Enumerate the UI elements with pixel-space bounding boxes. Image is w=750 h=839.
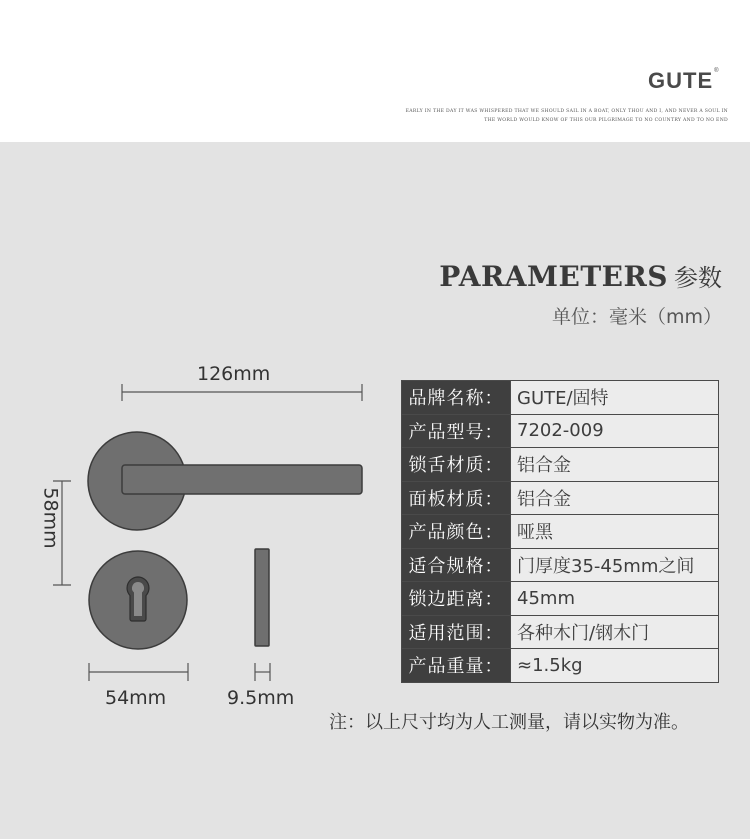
dim-label-thickness: 9.5mm — [227, 687, 295, 709]
spec-key: 面板材质： — [402, 481, 511, 515]
spec-row — [402, 615, 719, 649]
spec-value: 7202-009 — [511, 414, 719, 448]
spec-table — [401, 380, 719, 683]
tagline-line-2: THE WORLD WOULD KNOW OF THIS OUR PILGRIMAGE TO NO COUNTRY AND TO NO END — [484, 118, 728, 123]
spec-row — [402, 548, 719, 582]
dim-line-thickness — [255, 663, 270, 681]
spec-row — [402, 448, 719, 482]
spec-value: 铝合金 — [511, 481, 719, 515]
dim-label-rosette: 54mm — [105, 687, 167, 709]
unit-label: 单位：毫米（mm） — [551, 306, 722, 328]
tagline-line-1: EARLY IN THE DAY IT WAS WHISPERED THAT WE SHOULD SAIL IN A BOAT, ONLY THOU AND I, AND NEVER A SOUL IN — [405, 109, 728, 114]
spec-row — [402, 381, 719, 415]
spec-value: 铝合金 — [511, 448, 719, 482]
spec-value: ≈1.5kg — [511, 649, 719, 683]
title-chinese: 参数 — [674, 264, 722, 292]
dim-label-height: 58mm — [39, 487, 62, 549]
spec-value: 45mm — [511, 582, 719, 616]
dim-line-rosette — [89, 663, 188, 681]
spec-key: 锁舌材质： — [402, 448, 511, 482]
spec-key: 品牌名称： — [402, 381, 511, 415]
side-profile — [255, 549, 269, 646]
title-english: PARAMETERS — [439, 260, 668, 293]
spec-row — [402, 649, 719, 683]
spec-key: 适用范围： — [402, 615, 511, 649]
measurement-note: 注：以上尺寸均为人工测量，请以实物为准。 — [329, 712, 689, 733]
spec-value: 各种木门/钢木门 — [511, 615, 719, 649]
spec-row — [402, 414, 719, 448]
spec-key: 产品颜色： — [402, 515, 511, 549]
spec-key: 产品重量： — [402, 649, 511, 683]
dim-label-length: 126mm — [197, 363, 271, 385]
spec-row — [402, 481, 719, 515]
spec-value: 门厚度35-45mm之间 — [511, 548, 719, 582]
spec-row — [402, 582, 719, 616]
spec-row — [402, 515, 719, 549]
spec-key: 锁边距离： — [402, 582, 511, 616]
brand-logo: GUTE® — [648, 68, 720, 93]
spec-value: 哑黑 — [511, 515, 719, 549]
dim-line-length — [122, 384, 362, 401]
spec-key: 产品型号： — [402, 414, 511, 448]
lever-handle — [122, 465, 362, 494]
spec-value: GUTE/固特 — [511, 381, 719, 415]
spec-key: 适合规格： — [402, 548, 511, 582]
